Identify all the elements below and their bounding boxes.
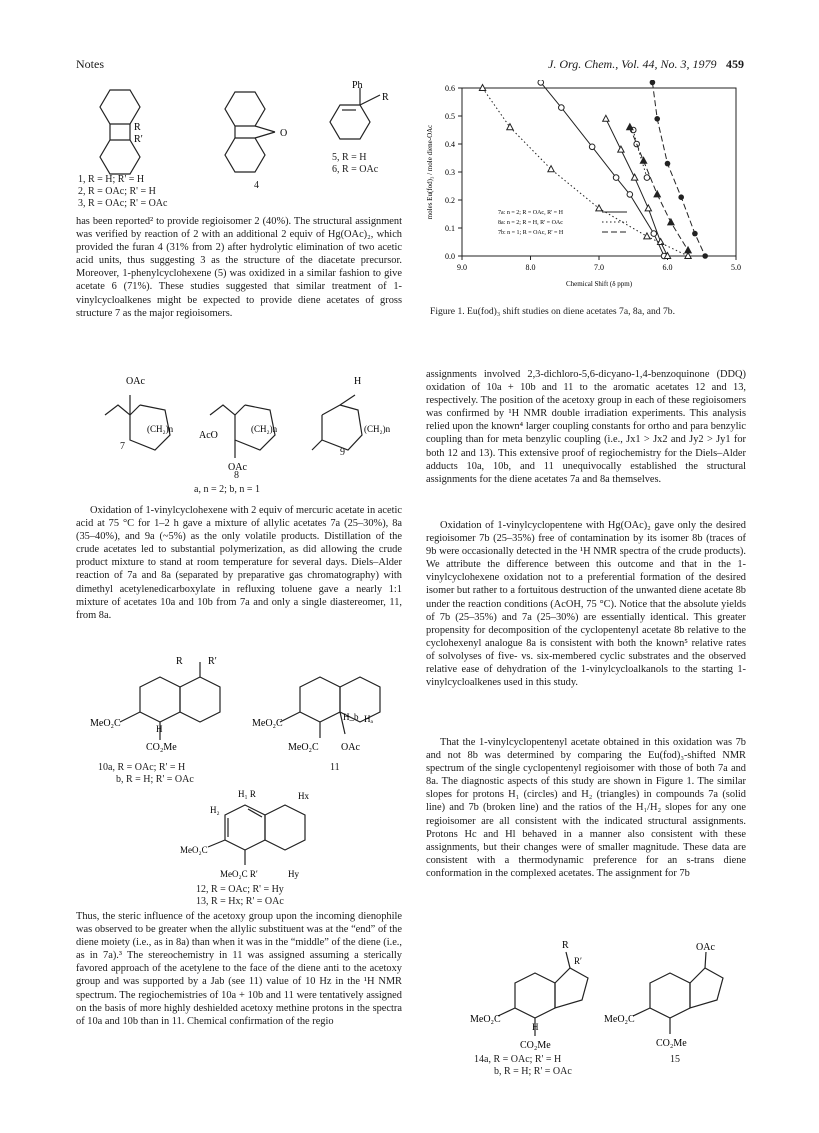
x-axis-label: Chemical Shift (δ ppm)	[565, 280, 633, 288]
data-point	[596, 205, 602, 211]
ring-upper	[100, 90, 140, 124]
svg-text:MeO₂C R′: MeO₂C R′	[220, 869, 258, 879]
x-tick-label: 9.0	[457, 263, 467, 272]
y-tick-label: 0.1	[445, 224, 455, 233]
label-1: 1, R = H; R' = H	[78, 174, 145, 185]
right-paragraph-2	[426, 519, 746, 689]
svg-text:CO₂Me: CO₂Me	[656, 1038, 687, 1049]
y-tick-label: 0.3	[445, 168, 455, 177]
label-15: 15	[670, 1054, 680, 1065]
x-tick-label: 5.0	[731, 263, 741, 272]
svg-text:R′: R′	[208, 656, 217, 667]
data-point	[651, 231, 657, 237]
svg-text:OAc: OAc	[341, 742, 360, 753]
svg-text:H₁ R: H₁ R	[238, 789, 256, 799]
svg-text:R: R	[176, 656, 183, 667]
svg-text:OAc: OAc	[228, 462, 247, 473]
y-tick-label: 0.0	[445, 252, 455, 261]
oac-label-7: OAc	[126, 376, 145, 387]
label-10a: 10a, R = OAc; R' = H	[98, 762, 186, 773]
svg-text:H: H	[354, 376, 362, 387]
right-p3-text: That the 1-vinylcyclopentenyl acetate obtained in this oxidation was 7b and not 8b was determined by comparing the Eu(fod)₃-shifted NMR spectrum of the single cyclopentenyl regioisomer with those of both 7a and 8a. The diagnostic aspects of this study are shown in Figure 1. The similar slopes for protons H₁ (circles) and H₂ (triangles) in compounds 7a (solid line) and 7b (broken line) and the ratios of the H₁/H₂ slopes for any one regioisomer are all consistent with the indicated structural assignments. Protons Hc and Hl behaved in a manner also consistent with these assignments, but their changes were of smaller magnitude. These data are consistent with a thermodynamic preference for an s-trans diene conformation in the complexed acetates. The assignment for 7b	[426, 737, 746, 879]
series-line	[652, 82, 705, 256]
data-point	[692, 231, 698, 237]
data-point	[613, 175, 619, 181]
svg-text:H_b: H_b	[343, 712, 359, 722]
data-point	[650, 80, 656, 85]
y-tick-label: 0.4	[445, 140, 455, 149]
svg-text:AcO: AcO	[199, 430, 218, 441]
legend-entry: 8a: n = 2; R = H, R' = OAc	[498, 220, 563, 226]
y-tick-label: 0.6	[445, 84, 455, 93]
data-point	[654, 116, 660, 122]
y-tick-label: 0.5	[445, 112, 455, 121]
label-a-b: a, n = 2; b, n = 1	[194, 484, 260, 495]
right-paragraph-1	[426, 368, 746, 486]
data-point	[548, 166, 554, 172]
label-7: 7	[120, 441, 125, 452]
journal-citation: J. Org. Chem., Vol. 44, No. 3, 1979	[548, 57, 717, 71]
svg-text:H₂: H₂	[210, 805, 220, 815]
y-tick-label: 0.2	[445, 196, 455, 205]
left-paragraph-1	[76, 215, 402, 320]
right-paragraph-3	[426, 736, 746, 880]
data-point	[559, 105, 565, 111]
data-point	[678, 194, 684, 200]
data-point	[538, 80, 544, 85]
svg-text:MeO₂C: MeO₂C	[604, 1014, 635, 1025]
svg-text:(CH₂)n: (CH₂)n	[251, 424, 278, 434]
data-point	[654, 191, 660, 197]
structures-14-15	[470, 938, 750, 1068]
data-point	[665, 161, 671, 167]
data-point	[627, 192, 633, 198]
data-point	[685, 247, 691, 253]
svg-text:MeO₂C: MeO₂C	[470, 1014, 501, 1025]
svg-text:Hx: Hx	[298, 791, 309, 801]
svg-text:Hₐ: Hₐ	[364, 714, 373, 724]
label-12-13	[196, 884, 284, 908]
label-11: 11	[330, 762, 340, 773]
page-number: 459	[726, 57, 744, 71]
left-paragraph-2	[76, 504, 402, 622]
label-14a: 14a, R = OAc; R' = H	[474, 1054, 562, 1065]
data-point	[668, 219, 674, 225]
legend-entry: 7a: n = 2; R = OAc, R' = H	[498, 210, 563, 216]
figure-1-caption	[430, 306, 750, 318]
data-point	[627, 124, 633, 130]
label-10	[98, 762, 194, 786]
label-13: 13, R = Hx; R' = OAc	[196, 896, 284, 907]
structures-7-8-9	[100, 370, 400, 480]
svg-text:Hy: Hy	[288, 869, 299, 879]
data-point	[645, 205, 651, 211]
x-tick-label: 6.0	[662, 263, 673, 272]
svg-text:MeO₂C: MeO₂C	[90, 718, 121, 729]
svg-text:R′: R′	[574, 956, 582, 966]
data-point	[589, 144, 595, 150]
svg-text:CO₂Me: CO₂Me	[520, 1040, 551, 1051]
left-p1-text: has been reported² to provide regioisomer 2 (40%). The structural assignment was verified by reaction of 2 with an additional 2 equiv of Hg(OAc)₂, which provided the furan 4 (31% from 2) after hydrolytic elimination of two acetic acid units, thus suggesting 3 as the structure of the diacetate precursor. Moreover, 1-phenylcyclohexene (5) was oxidized in a similar fashion to give acetate 6 (71%). These studies suggested that similar treatment of 1-vinylcycloalkenes might be expected to provide diene acetates of gross structure 7 as the major regioisomers.	[76, 216, 402, 319]
right-p2-text: Oxidation of 1-vinylcyclopentene with Hg(OAc)₂ gave only the desired regioisomer 7b (25–35%) free of contamination by its isomer 8b (traces of 9b were occasionally detected in the ¹H NMR spectra of the crude products). We attribute the difference between this outcome and that in the 1-vinylcyclohexene oxidation not to a preferential formation of the desired isomer but rather to a fortuitous destruction of the unwanted diene acetate 8b under the reaction conditions (AcOH, 75 °C). Notice that the absolute yields of 7b (25–35%) and 7a (25–30%) are essentially identical. This greater propensity for decomposition of the cyclopentenyl acetate 8b relative to the cyclohexenyl analogue 8a is consistent with both the known⁵ relative rates of solvolyses of five- vs. six-membered cyclic substrates and the observed relative ease of dehydration of the 1-vinylcycloalkanols to the starting 1-vinylcycloalkenes used in this study.	[426, 520, 746, 689]
label-3: 3, R = OAc; R' = OAc	[78, 198, 168, 209]
structures-12-13	[180, 785, 340, 890]
svg-text:MeO₂C: MeO₂C	[288, 742, 319, 753]
figure-1-chart	[420, 80, 750, 300]
svg-text:Ph: Ph	[352, 80, 363, 91]
svg-text:R: R	[382, 92, 389, 103]
y-axis-label: moles Eu(fod)₃ / mole diene-OAc	[426, 124, 434, 220]
data-point	[631, 174, 637, 180]
data-point	[603, 115, 609, 121]
svg-text:H: H	[532, 1022, 539, 1032]
label-5: 5, R = H	[332, 152, 367, 163]
left-p3-text: Thus, the steric influence of the acetoxy group upon the incoming dienophile was observed to be greater when the allylic substituent was at the “end” of the diene moiety (i.e., as in 8a) than when it was in the “middle” of the diene (i.e., as in 7a).³ The stereochemistry in 11 was assigned assuming a sterically favored approach of the acetylene to the face of the diene anti to the acetoxy group and was supported by a Jab (see 11) value of 10 Hz in the ¹H NMR spectrum. The regiochemistries of 10a + 10b and 11 were tentatively assigned on the basis of more highly deshielded acetoxy methine protons in the spectra of 10a and 10b than in 11. Chemical confirmation of the regio	[76, 911, 402, 1027]
svg-text:O: O	[280, 128, 288, 139]
label-4: 4	[254, 180, 259, 191]
svg-text:H: H	[156, 724, 163, 734]
x-tick-label: 7.0	[594, 263, 604, 272]
left-paragraph-3	[76, 910, 402, 1028]
label-10b: b, R = H; R' = OAc	[116, 774, 194, 785]
label-2: 2, R = OAc; R' = H	[78, 186, 156, 197]
structures-10-11	[90, 652, 400, 762]
series-line	[633, 130, 647, 178]
data-point	[644, 233, 650, 239]
svg-text:(CH₂)n: (CH₂)n	[364, 424, 391, 434]
svg-text:OAc: OAc	[696, 942, 715, 953]
left-p2-text: Oxidation of 1-vinylcyclohexene with 2 equiv of mercuric acetate in acetic acid at 75 °C for 1–2 h gave a mixture of allylic acetates 7a (25–30%), 8a (35–40%), and 9a (~5%) as the only volatile products. Distillation of the crude acetates led to substantial polymerization, as did allowing the crude product mixture to stand at room temperature for several days. Diels–Alder reaction of 7a and 8a (separated by preparative gas chromatography) with dimethyl acetylenedicarboxylate in refluxing toluene gave a nearly 1:1 mixture of acetates 10a and 10b from 7a and only a single diastereomer, 11, from 8a.	[76, 505, 402, 621]
label-6: 6, R = OAc	[332, 164, 379, 175]
svg-text:MeO₂C: MeO₂C	[180, 845, 208, 855]
svg-text:CO₂Me: CO₂Me	[146, 742, 177, 753]
data-point	[644, 175, 650, 181]
right-p1-text: assignments involved 2,3-dichloro-5,6-dicyano-1,4-benzoquinone (DDQ) oxidation of 10a + 10b and 11 to the aromatic acetates 12 and 13, respectively. The position of the acetoxy group in each of these regioisomers was confirmed by ¹H NMR double irradiation experiments. This analysis relied upon the known⁴ larger coupling constants for ortho and para benzylic coupling than for meta benzylic coupling (i.e., Jx1 > Jx2 and Jy2 > Jy1 for both 12 and 13). This extensive proof of regiochemistry for the Diels–Alder adducts 10a, 10b, and 11 unequivocally established the structural assignments for the diene acetates 7a and 8a themselves.	[426, 369, 746, 485]
label-14	[474, 1054, 572, 1078]
label-1-3	[78, 174, 167, 210]
label-5-6	[332, 152, 378, 176]
svg-text:R′: R′	[134, 134, 143, 145]
label-8: 8	[234, 470, 239, 481]
label-14b: b, R = H; R' = OAc	[494, 1066, 572, 1077]
figure-caption-text: Figure 1. Eu(fod)₃ shift studies on diene acetates 7a, 8a, and 7b.	[430, 306, 675, 317]
svg-text:(CH₂)n: (CH₂)n	[147, 424, 174, 434]
data-point	[702, 253, 708, 259]
svg-text:R: R	[562, 940, 569, 951]
label-9: 9	[340, 447, 345, 458]
ring-lower	[100, 140, 140, 174]
page-header-left: Notes	[76, 57, 104, 71]
series-line	[606, 119, 668, 256]
label-12: 12, R = OAc; R' = Hy	[196, 884, 284, 895]
x-tick-label: 8.0	[525, 263, 536, 272]
svg-text:R: R	[134, 122, 141, 133]
legend-entry: 7b: n = 1; R = OAc, R' = H	[498, 230, 564, 236]
svg-text:MeO₂C: MeO₂C	[252, 718, 283, 729]
data-point	[618, 146, 624, 152]
